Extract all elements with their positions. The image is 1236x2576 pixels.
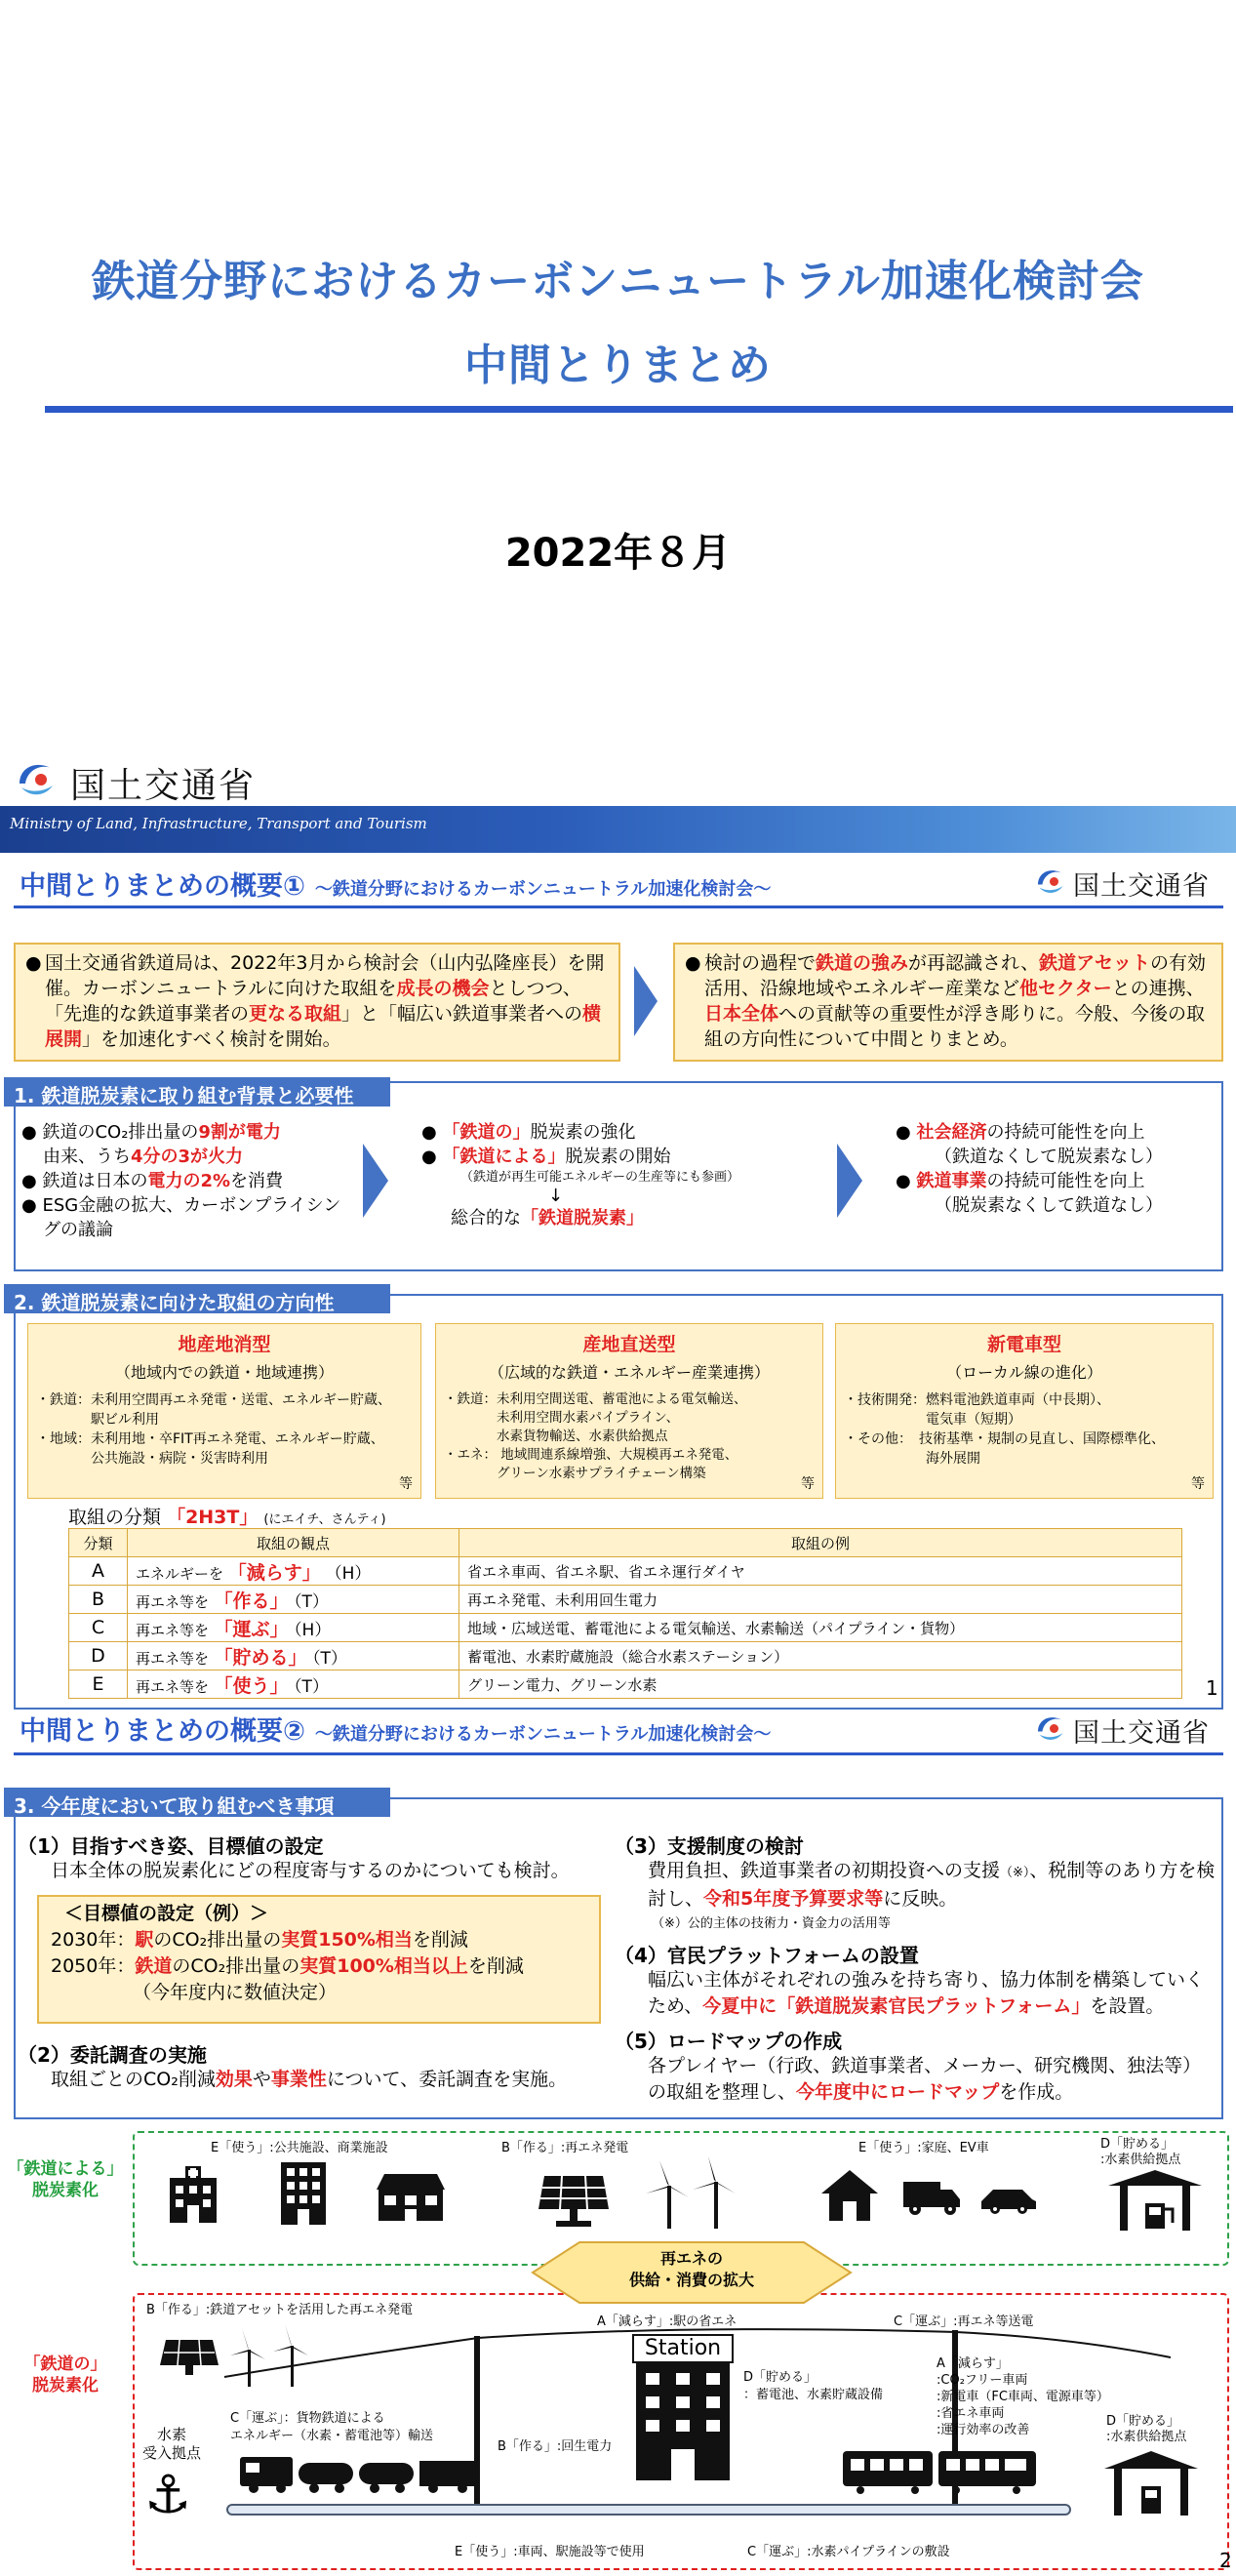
bullet-icon: ● bbox=[21, 1171, 37, 1191]
supply-expansion-text: 再エネの 供給・消費の拡大 bbox=[628, 2249, 754, 2289]
bullet-icon: ● bbox=[896, 1171, 911, 1191]
label-d-h2-bottom: D「貯める」 :水素供給拠点 bbox=[1106, 2414, 1187, 2444]
shop-icon bbox=[375, 2172, 447, 2223]
table-row: E 再エネ等を 「使う」 （T） グリーン電力、グリーン水素 bbox=[69, 1670, 1182, 1699]
label-c-pipeline: C「運ぶ」:水素パイプラインの敷設 bbox=[747, 2545, 950, 2559]
table-header: 分類 bbox=[69, 1529, 128, 1557]
classification-table bbox=[68, 1528, 1182, 1699]
label-h2-port: 水素 受入拠点 bbox=[142, 2426, 202, 2462]
section1-arrow1-icon bbox=[363, 1144, 388, 1218]
anchor-icon: ⚓ bbox=[144, 2464, 192, 2525]
intro-left-box bbox=[14, 943, 620, 1062]
freight-train-icon bbox=[238, 2451, 482, 2494]
item5-heading: （5）ロードマップの作成 bbox=[615, 2030, 843, 2053]
office-building-icon bbox=[277, 2158, 330, 2227]
car-icon bbox=[979, 2184, 1038, 2215]
label-c-freight: C「運ぶ」：貨物鉄道による エネルギー（水素・蓄電池等）輸送 bbox=[230, 2411, 434, 2443]
item2-heading: （2）委託調査の実施 bbox=[18, 2043, 207, 2067]
intro-right-text: ● 検討の過程で鉄道の強みが再認識され、鉄道アセットの有効活用、沿線地域やエネルギー産業など他セクターとの連携、日本全体への貢献等の重要性が浮き彫りに。今般、今後の取組の方向性について中間とりまとめ。 bbox=[685, 952, 1206, 1050]
intro-arrow-icon bbox=[634, 966, 658, 1036]
section1-middle: ● 「鉄道の」脱炭素の強化 ● 「鉄道による」脱炭素の開始 （鉄道が再生可能エネルギーの生産等にも参画） ↓ 総合的な「鉄道脱炭素」 bbox=[421, 1120, 831, 1230]
intro-right-box bbox=[673, 943, 1223, 1062]
bullet-icon: ● bbox=[21, 1195, 37, 1216]
hospital-icon bbox=[166, 2164, 220, 2225]
section2-label: 2. 鉄道脱炭素に向けた取組の方向性 bbox=[4, 1284, 390, 1313]
label-e-home: E「使う」:家庭、EV車 bbox=[858, 2141, 989, 2155]
section3-label: 3. 今年度において取り組むべき事項 bbox=[4, 1788, 390, 1817]
slide2-logo bbox=[1032, 1710, 1227, 1749]
mlit-name: 国土交通省 bbox=[70, 766, 257, 806]
ministry-english-name: Ministry of Land, Infrastructure, Transport and Tourism bbox=[10, 815, 427, 832]
label-e-use: E「使う」:車両、駅施設等で使用 bbox=[455, 2545, 645, 2559]
slide2-logo-name: 国土交通省 bbox=[1073, 1718, 1210, 1749]
slide1-subtitle: ～鉄道分野におけるカーボンニュートラル加速化検討会～ bbox=[314, 879, 772, 900]
item3-heading: （3）支援制度の検討 bbox=[615, 1834, 804, 1858]
item2-body: 取組ごとのCO₂削減効果や事業性について、委託調査を実施。 bbox=[51, 2069, 568, 2090]
label-e-public: E「使う」:公共施設、商業施設 bbox=[211, 2141, 388, 2155]
label-d-h2-top: D「貯める」 :水素供給拠点 bbox=[1100, 2137, 1181, 2167]
station-building-icon bbox=[636, 2363, 730, 2480]
table-row: B 再エネ等を 「作る」 （T） 再エネ発電、未利用回生電力 bbox=[69, 1586, 1182, 1614]
bullet-icon: ● bbox=[21, 1122, 37, 1143]
approach-card-direct: 産地直送型 （広域的な鉄道・エネルギー産業連携） ・鉄道：未利用空間送電、蓄電池による電気輸送、 未利用空間水素パイプライン、 水素貨物輸送、水素供給拠点 ・エネ： 地域間連系線増強、大規模再エネ発電、 グリーン水素サプライチェーン構築 等 bbox=[435, 1323, 823, 1499]
bullet-icon: ● bbox=[421, 1122, 437, 1143]
label-a-vehicles: A「減らす」 :CO₂フリー車両 :新電車（FC車両、電源車等） :省エネ車両 :運行効率の改善 bbox=[937, 2356, 1109, 2437]
item1-heading: （1）目指すべき姿、目標値の設定 bbox=[18, 1834, 324, 1858]
solar-panel-small-icon bbox=[158, 2336, 220, 2379]
label-d-storage: D「貯める」 ：蓄電池、水素貯蔵設備 bbox=[743, 2370, 884, 2402]
page-number: 2 bbox=[1219, 2549, 1232, 2572]
item4-heading: （4）官民プラットフォームの設置 bbox=[615, 1944, 919, 1967]
table-header-row bbox=[69, 1529, 1182, 1557]
ministry-banner bbox=[0, 806, 1236, 853]
wind-turbine-icon bbox=[638, 2156, 745, 2231]
target-title: ＜目標値の設定（例）＞ bbox=[64, 1903, 269, 1924]
classification-caption: 取組の分類 「2H3T」 (にエイチ、さんティ) bbox=[68, 1507, 386, 1528]
cover-date: 2022年８月 bbox=[504, 531, 732, 576]
section1-right: ● 社会経済の持続可能性を向上 （鉄道なくして脱炭素なし） ● 鉄道事業の持続可能性を向上 （脱炭素なくして鉄道なし） bbox=[896, 1122, 1163, 1216]
item3-body: 費用負担、鉄道事業者の初期投資への支援（※）、税制等のあり方を検討し、令和5年度予算要求等に反映。 bbox=[648, 1860, 1216, 1910]
label-b-assets: B「作る」:鉄道アセットを活用した再エネ発電 bbox=[146, 2303, 414, 2317]
bullet-icon: ● bbox=[685, 952, 701, 974]
cover-title-line1: 鉄道分野におけるカーボンニュートラル加速化検討会 bbox=[92, 257, 1144, 306]
down-arrow-icon: ↓ bbox=[548, 1186, 564, 1206]
label-b-regen: B「作る」:回生電力 bbox=[498, 2439, 613, 2454]
item5-body: 各プレイヤー（行政、鉄道事業者、メーカー、研究機関、独法等）の取組を整理し、今年度中にロードマップを作成。 bbox=[648, 2055, 1202, 2103]
slide1-title-rule bbox=[14, 906, 1223, 908]
label-c-transmission: C「運ぶ」:再エネ等送電 bbox=[894, 2314, 1034, 2329]
cover-title-line2: 中間とりまとめ bbox=[464, 341, 772, 390]
approach-card-newtrain: 新電車型 （ローカル線の進化） ・技術開発：燃料電池鉄道車両（中長期）、 電気車（短期） ・その他： 技術基準・規制の見直し、国際標準化、 海外展開 等 bbox=[835, 1323, 1214, 1499]
slide1-logo bbox=[1032, 863, 1227, 902]
slide1-title: 中間とりまとめの概要① bbox=[20, 871, 305, 902]
item1-body: 日本全体の脱炭素化にどの程度寄与するのかについても検討。 bbox=[51, 1860, 570, 1881]
table-row: A エネルギーを 「減らす」 （H） 省エネ車両、省エネ駅、省エネ運行ダイヤ bbox=[69, 1557, 1182, 1586]
target-note: （今年度内に数値決定） bbox=[133, 1982, 338, 2003]
wind-turbine-small-icon bbox=[226, 2324, 320, 2389]
slide2-subtitle: ～鉄道分野におけるカーボンニュートラル加速化検討会～ bbox=[314, 1724, 772, 1745]
hydrogen-station-small-icon bbox=[1102, 2449, 1200, 2517]
table-row: C 再エネ等を 「運ぶ」 （H） 地域・広域送電、蓄電池による電気輸送、水素輸送（パイプライン・貨物） bbox=[69, 1614, 1182, 1642]
green-side-label: 「鉄道による」 脱炭素化 bbox=[7, 2159, 124, 2200]
target-2030: 2030年：駅のCO₂排出量の実質150%相当を削減 bbox=[51, 1929, 468, 1951]
section1-label: 1. 鉄道脱炭素に取り組む背景と必要性 bbox=[4, 1077, 390, 1107]
mlit-logo-icon bbox=[12, 754, 59, 801]
bullet-icon: ● bbox=[421, 1147, 437, 1167]
station-sign: Station bbox=[632, 2334, 734, 2363]
section1-arrow2-icon bbox=[837, 1144, 862, 1218]
item3-note: （※）公的主体の技術力・資金力の活用等 bbox=[652, 1916, 891, 1931]
intro-left-text: ● 国土交通省鉄道局は、2022年3月から検討会（山内弘隆座長）を開催。カーボンニュートラルに向けた取組を成長の機会としつつ、「先進的な鉄道事業者の更なる取組」と「幅広い鉄道事業者への横展開」を加速化すべく検討を開始。 bbox=[25, 952, 605, 1050]
solar-panel-icon bbox=[535, 2172, 613, 2229]
slide2-title-rule bbox=[14, 1752, 1223, 1755]
mlit-logo-icon-small bbox=[1032, 1710, 1067, 1745]
table-header: 取組の例 bbox=[459, 1529, 1182, 1557]
table-header: 取組の観点 bbox=[128, 1529, 459, 1557]
cover-divider bbox=[45, 406, 1233, 413]
railway-track bbox=[226, 2504, 1071, 2516]
target-2050: 2050年：鉄道のCO₂排出量の実質100%相当以上を削減 bbox=[51, 1955, 524, 1977]
label-b-renew: B「作る」:再エネ発電 bbox=[501, 2141, 629, 2155]
slide1-logo-name: 国土交通省 bbox=[1073, 871, 1210, 902]
section1-left: ● 鉄道のCO₂排出量の9割が電力 由来、うち4分の3が火力 ● 鉄道は日本の電力の2%を消費 ● ESG金融の拡大、カーボンプライシングの議論 bbox=[21, 1122, 341, 1240]
bullet-icon: ● bbox=[25, 952, 42, 974]
passenger-train-icon bbox=[841, 2447, 1046, 2494]
red-side-label: 「鉄道の」 脱炭素化 bbox=[23, 2355, 107, 2395]
page-number: 1 bbox=[1206, 1676, 1218, 1700]
station-building bbox=[632, 2334, 734, 2480]
target-box bbox=[37, 1895, 601, 2024]
truck-icon bbox=[901, 2178, 962, 2217]
label-a-station: A「減らす」:駅の省エネ bbox=[597, 2314, 738, 2329]
table-row: D 再エネ等を 「貯める」 （T） 蓄電池、水素貯蔵施設（総合水素ステーション） bbox=[69, 1642, 1182, 1670]
item4-body: 幅広い主体がそれぞれの強みを持ち寄り、協力体制を構築していくため、今夏中に「鉄道脱炭素官民プラットフォーム」を設置。 bbox=[648, 1969, 1205, 2017]
approach-card-local: 地産地消型 （地域内での鉄道・地域連携） ・鉄道：未利用空間再エネ発電・送電、エネルギー貯蔵、 駅ビル利用 ・地域：未利用地・卒FIT再エネ発電、エネルギー貯蔵、 公共施設・病院・災害時利用 等 bbox=[27, 1323, 421, 1499]
house-icon bbox=[819, 2168, 880, 2223]
slide2-title: 中間とりまとめの概要② bbox=[20, 1716, 305, 1747]
hydrogen-station-icon bbox=[1106, 2168, 1204, 2233]
bullet-icon: ● bbox=[896, 1122, 911, 1143]
mlit-logo-icon-small bbox=[1032, 863, 1067, 898]
